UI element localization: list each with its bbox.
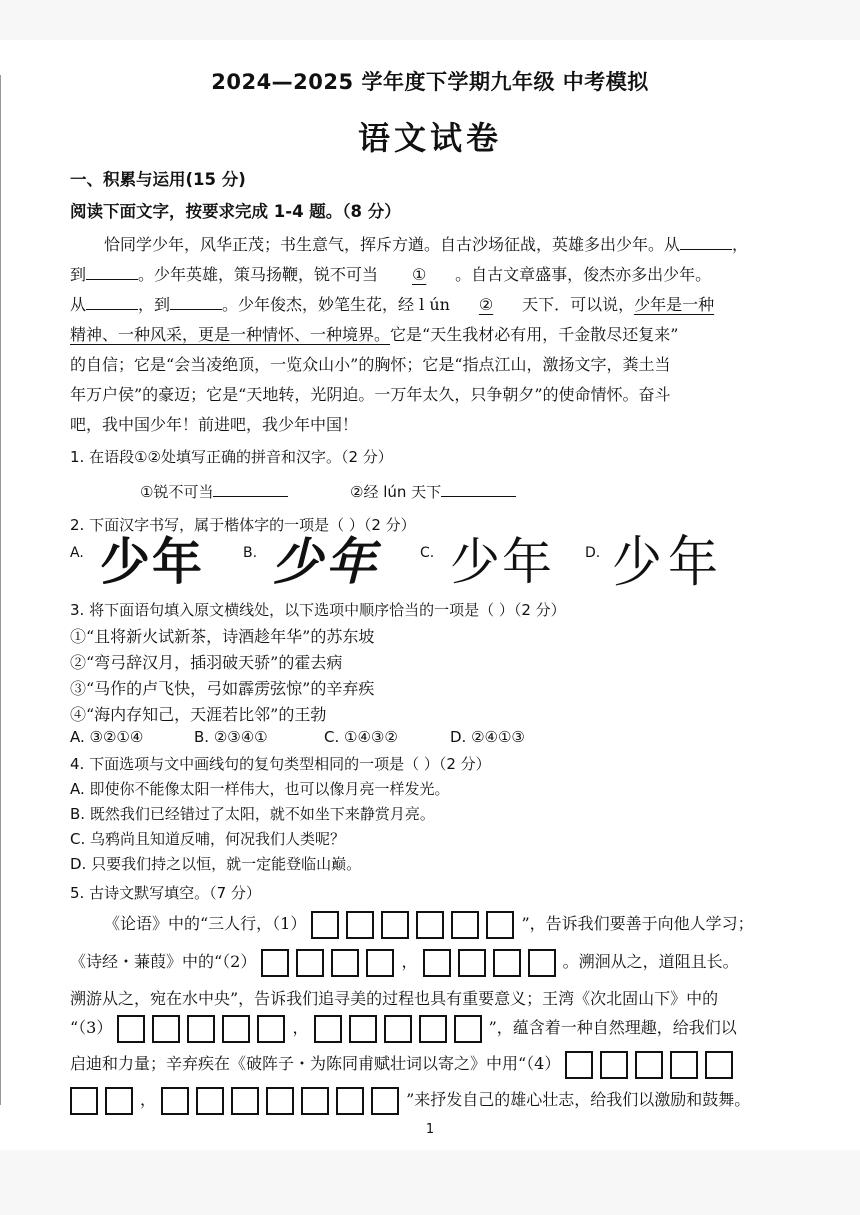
answer-box[interactable] (486, 911, 514, 939)
q1-item-label: ①锐不可当 (140, 483, 214, 501)
q3-option-a[interactable]: A. ③②①④ (70, 728, 144, 746)
answer-box[interactable] (493, 949, 521, 977)
blank-2-marker[interactable]: ② (478, 295, 494, 314)
question-1: 1. 在语段①②处填写正确的拼音和汉字。（2 分） (70, 448, 393, 466)
passage-text: 天下．可以说， (522, 295, 635, 314)
q2-option-c-label[interactable]: C. (420, 545, 435, 561)
q5-line-3: 溯游从之，宛在水中央”，告诉我们追寻美的过程也具有重要意义；王湾《次北固山下》中的 (70, 989, 719, 1008)
answer-blank[interactable] (86, 263, 138, 280)
answer-box[interactable] (528, 949, 556, 977)
answer-box[interactable] (231, 1087, 259, 1115)
answer-box[interactable] (349, 1015, 377, 1043)
passage-line-4 (70, 322, 678, 345)
q5-text: 。溯洄从之，道阻且长。 (562, 952, 739, 971)
q1-item-2 (350, 480, 516, 502)
answer-blank[interactable] (170, 293, 222, 310)
passage-line-5: 的自信；它是“会当凌绝顶，一览众山小”的胸怀；它是“指点江山，激扬文字，粪土当 (70, 355, 671, 374)
answer-box[interactable] (458, 949, 486, 977)
answer-box[interactable] (705, 1051, 733, 1079)
q5-line-4 (70, 1012, 737, 1044)
answer-box[interactable] (311, 911, 339, 939)
answer-box[interactable] (423, 949, 451, 977)
answer-box[interactable] (117, 1015, 145, 1043)
answer-box[interactable] (451, 911, 479, 939)
exam-title: 2024—2025 学年度下学期九年级 中考模拟 (211, 70, 649, 94)
underlined-sentence: 精神、一种风采，更是一种情怀、一种境界。 (70, 325, 391, 344)
q4-option-d[interactable]: D. 只要我们持之以恒，就一定能登临山巅。 (70, 855, 362, 873)
q2-option-a-label[interactable]: A. (70, 545, 84, 561)
question-5: 5. 古诗文默写填空。（7 分） (70, 884, 261, 902)
answer-box[interactable] (314, 1015, 342, 1043)
answer-box[interactable] (336, 1087, 364, 1115)
passage-text: 它是“天生我材必有用，千金散尽还复来” (390, 325, 679, 344)
answer-box[interactable] (257, 1015, 285, 1043)
q2-option-d-glyph: 少年 (612, 530, 724, 595)
q5-text: 《诗经・蒹葭》中的“（2） (70, 952, 257, 971)
q3-option-c[interactable]: C. ①④③② (324, 728, 398, 746)
q5-line-1 (104, 908, 754, 940)
answer-box[interactable] (600, 1051, 628, 1079)
answer-box[interactable] (301, 1087, 329, 1115)
answer-box[interactable] (266, 1087, 294, 1115)
passage-text: 从 (70, 295, 87, 314)
q4-option-a[interactable]: A. 即使你不能像太阳一样伟大，也可以像月亮一样发光。 (70, 780, 450, 798)
answer-box[interactable] (635, 1051, 663, 1079)
q5-text: 《论语》中的“三人行，（1） (104, 914, 307, 933)
q2-option-b-label[interactable]: B. (243, 545, 258, 561)
exam-subtitle: 语文试卷 (357, 119, 502, 157)
q5-text: “（3） (70, 1018, 113, 1037)
passage-text: 。少年英雄，策马扬鞭，锐不可当 (138, 265, 379, 284)
q3-option-b[interactable]: B. ②③④① (194, 728, 268, 746)
q5-text: ”，告诉我们要善于向他人学习； (521, 914, 754, 933)
q2-option-c-glyph: 少年 (450, 534, 554, 590)
answer-box[interactable] (187, 1015, 215, 1043)
q4-option-b[interactable]: B. 既然我们已经错过了太阳，就不如坐下来静赏月亮。 (70, 805, 435, 823)
question-4: 4. 下面选项与文中画线句的复句类型相同的一项是（ ）（2 分） (70, 755, 491, 773)
q1-item-label: ②经 lún 天下 (350, 483, 442, 501)
passage-text: 。少年俊杰，妙笔生花，经 l ún (222, 295, 450, 314)
q1-item-1 (140, 480, 288, 502)
answer-box[interactable] (152, 1015, 180, 1043)
passage-text: 。自古文章盛事，俊杰亦多出少年。 (455, 265, 712, 284)
answer-box[interactable] (371, 1087, 399, 1115)
answer-box[interactable] (565, 1051, 593, 1079)
answer-box[interactable] (161, 1087, 189, 1115)
answer-box[interactable] (381, 911, 409, 939)
q2-option-d-label[interactable]: D. (585, 545, 601, 561)
passage-line-2 (70, 262, 711, 285)
question-2: 2. 下面汉字书写，属于楷体字的一项是（ ）（2 分） (70, 516, 416, 534)
answer-box[interactable] (261, 949, 289, 977)
q5-text: ， (140, 1090, 157, 1109)
answer-box[interactable] (419, 1015, 447, 1043)
answer-box[interactable] (296, 949, 324, 977)
q5-line-6 (70, 1084, 750, 1116)
q3-item: ③“马作的卢飞快，弓如霹雳弦惊”的辛弃疾 (70, 679, 375, 698)
q5-text: ”，蕴含着一种自然理趣，给我们以 (488, 1018, 737, 1037)
answer-box[interactable] (70, 1087, 98, 1115)
section-heading: 一、积累与运用(15 分) (70, 170, 246, 189)
q5-text: ”来抒发自己的雄心壮志，给我们以激励和鼓舞。 (406, 1090, 751, 1109)
page-edge-line (0, 75, 1, 1105)
passage-line-7: 吧，我中国少年！前进吧，我少年中国！ (70, 415, 359, 434)
answer-box[interactable] (346, 911, 374, 939)
passage-text: ，到 (138, 295, 171, 314)
q5-text: 启迪和力量；辛弃疾在《破阵子・为陈同甫赋壮词以寄之》中用“（4） (70, 1054, 561, 1073)
q3-item: ④“海内存知己，天涯若比邻”的王勃 (70, 705, 327, 724)
passage-line-1: 恰同学少年，风华正茂；书生意气，挥斥方遒。自古沙场征战，英雄多出少年。从 ， (104, 235, 749, 254)
q3-option-d[interactable]: D. ②④①③ (450, 728, 525, 746)
q4-option-c[interactable]: C. 乌鸦尚且知道反哺，何况我们人类呢？ (70, 830, 346, 848)
q2-option-b-glyph: 少年 (272, 532, 380, 591)
answer-blank[interactable] (441, 480, 516, 497)
q3-item: ②“弯弓辞汉月，插羽破天骄”的霍去病 (70, 653, 343, 672)
answer-box[interactable] (416, 911, 444, 939)
answer-box[interactable] (105, 1087, 133, 1115)
answer-blank[interactable] (680, 233, 732, 250)
question-3: 3. 将下面语句填入原文横线处，以下选项中顺序恰当的一项是（ ）（2 分） (70, 601, 566, 619)
q5-text: ， (292, 1018, 309, 1037)
answer-box[interactable] (384, 1015, 412, 1043)
answer-blank[interactable] (213, 480, 288, 497)
answer-box[interactable] (196, 1087, 224, 1115)
answer-box[interactable] (366, 949, 394, 977)
q5-line-5 (70, 1048, 740, 1080)
underlined-sentence: 少年是一种 (634, 295, 715, 314)
answer-blank[interactable] (86, 293, 138, 310)
answer-box[interactable] (670, 1051, 698, 1079)
q5-text: ， (401, 952, 418, 971)
reading-instruction: 阅读下面文字，按要求完成 1-4 题。（8 分） (70, 202, 401, 221)
passage-line-3 (70, 292, 714, 315)
answer-box[interactable] (454, 1015, 482, 1043)
q5-line-2 (70, 946, 739, 978)
q2-option-a-glyph: 少年 (100, 533, 204, 591)
page-number: 1 (425, 1122, 435, 1137)
passage-text: 到 (70, 265, 87, 284)
answer-box[interactable] (222, 1015, 250, 1043)
q3-item: ①“且将新火试新茶，诗酒趁年华”的苏东坡 (70, 627, 375, 646)
passage-line-6: 年万户侯”的豪迈；它是“天地转，光阴迫。一万年太久，只争朝夕”的使命情怀。奋斗 (70, 385, 671, 404)
passage-text: 恰同学少年，风华正茂；书生意气，挥斥方遒。自古沙场征战，英雄多出少年。从 (104, 235, 681, 254)
blank-1-marker[interactable]: ① (411, 265, 427, 284)
answer-box[interactable] (331, 949, 359, 977)
